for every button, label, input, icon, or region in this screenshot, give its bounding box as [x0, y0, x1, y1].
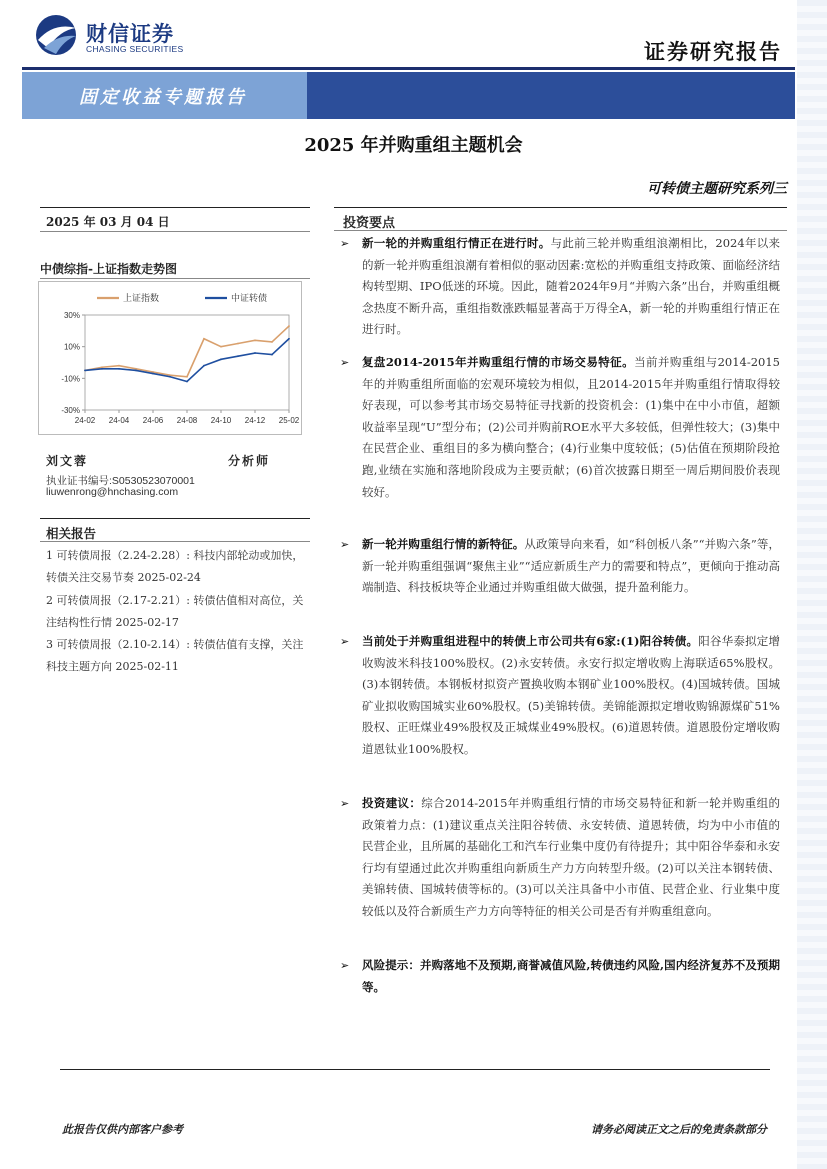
brand-logo: [34, 14, 194, 56]
plot-frame: [85, 315, 289, 410]
data-point: [203, 338, 205, 340]
footer-rule: [60, 1069, 770, 1070]
analyst-license: 执业证书编号:S0530523070001: [46, 475, 195, 487]
analyst-email[interactable]: liuwenrong@hnchasing.com: [46, 486, 179, 498]
arrow-bullet-icon: ➢: [340, 635, 350, 648]
y-tick-label: 10%: [63, 342, 80, 352]
series-name: 可转债主题研究系列三: [647, 181, 787, 197]
key-point-item: ➢ 当前处于并购重组进程中的转债上市公司共有6家:(1)阳谷转债。阳谷华泰拟定增收购波米科技100%股权。(2)永安转债。永安行拟定增收购上海联适65%股权。(3)本钢转债。本钢板材拟资产置换收购本钢矿业100%股权。(4)国城转债。国城矿业拟收购国城实业60%股权。(5)美锦转债。美锦能源拟定增收购锦源煤矿51%股权、正旺煤业49%股权及正城煤业49%股权。(6)道恩转债。道恩股份定增收购道恩钛业100%股权。: [340, 631, 780, 761]
brand-name-cn: 财信证券: [86, 22, 174, 46]
key-points-heading: 投资要点: [343, 216, 396, 231]
data-point: [288, 338, 290, 340]
key-point-item: ➢ 投资建议：综合2014-2015年并购重组行情的市场交易特征和新一轮并购重组的政策着力点：(1)建议重点关注阳谷转债、永安转债、道恩转债，均为中小市值的民营企业，且所属的基础化工和汽车行业集中度仍有待提升；其中阳谷华泰和永安行均有望通过此次并购重组向新质生产力方向转型升级。(2)可以关注本钢转债、美锦转债、国城转债等标的。(3)可以关注具备中小市值、民营企业、行业集中度较低以及符合新质生产力方向等特征的相关公司是否有并购重组意向。: [340, 793, 780, 923]
right-column-top-rule: [334, 207, 787, 208]
related-heading-rule: [40, 541, 310, 542]
data-point: [152, 371, 154, 373]
data-point: [203, 365, 205, 367]
report-title: 2025 年并购重组主题机会: [304, 135, 523, 156]
x-tick-label: 24-04: [108, 416, 130, 425]
related-item[interactable]: 3 可转债周报（2.10-2.14）: 转债估值有支撑，关注科技主题方向 2025-02-11: [46, 638, 304, 673]
x-tick-label: 24-12: [244, 416, 266, 425]
data-point: [237, 355, 239, 357]
data-point: [254, 339, 256, 341]
side-decoration: [797, 0, 827, 1169]
x-tick-label: 24-08: [176, 416, 198, 425]
key-point-item: ➢ 复盘2014-2015年并购重组行情的市场交易特征。当前并购重组与2014-2015年的并购重组所面临的宏观环境较为相似，且2014-2015年并购重组行情取得较好表现，可以参考其市场交易特征寻找新的投资机会：(1)集中在中小市值，超额收益率呈现“U”型分布；(2)公司并购前ROE水平大多较低，但弹性较大；(3)集中在民营企业、重组目的多为横向整合；(4)行业集中度较低；(5)估值在预期阶段抢跑,业绩在实施和落地阶段成为主要贡献；(6)首次披露日期至一周后期间股价表现较好。: [340, 352, 780, 503]
x-tick-label: 24-06: [142, 416, 164, 425]
footer-left: 此报告仅供内部客户参考: [62, 1123, 183, 1136]
trend-chart-svg: [39, 282, 301, 434]
data-point: [169, 374, 171, 376]
data-point: [237, 343, 239, 345]
data-point: [101, 368, 103, 370]
brand-name-en: CHASING SECURITIES: [86, 44, 184, 54]
data-point: [84, 370, 86, 372]
x-tick-label: 25-02: [278, 416, 300, 425]
y-tick-label: 30%: [63, 311, 80, 320]
data-point: [118, 368, 120, 370]
category-band: [22, 72, 795, 119]
data-point: [135, 368, 137, 370]
related-item[interactable]: 1 可转债周报（2.24-2.28）: 科技内部轮动或加快，转债关注交易节奏 2025-02-24: [46, 549, 304, 584]
arrow-bullet-icon: ➢: [340, 237, 350, 250]
related-item[interactable]: 2 可转债周报（2.17-2.21）: 转债估值相对高位，关注结构性行情 2025-02-17: [46, 594, 304, 629]
data-point: [271, 341, 273, 343]
chart-title-rule: [40, 278, 310, 279]
key-point-item: ➢ 风险提示：并购落地不及预期,商誉减值风险,转债违约风险,国内经济复苏不及预期等。: [340, 955, 780, 998]
report-type: 证券研究报告: [644, 39, 782, 64]
legend-label: 上证指数: [123, 293, 160, 303]
chart-title: 中债综指-上证指数走势图: [40, 262, 177, 276]
related-top-rule: [40, 518, 310, 519]
x-tick-label: 24-10: [210, 416, 232, 425]
legend-label: 中证转债: [231, 293, 268, 303]
data-point: [271, 354, 273, 356]
analyst-name: 刘文蓉: [46, 454, 89, 468]
data-point: [101, 366, 103, 368]
y-tick-label: -30%: [61, 406, 80, 415]
x-tick-label: 24-02: [74, 416, 96, 425]
left-column-top-rule: [40, 207, 310, 208]
data-point: [288, 325, 290, 327]
header-rule: [22, 67, 795, 70]
report-date: 2025 年 03 月 04 日: [46, 215, 170, 229]
data-point: [169, 376, 171, 378]
category-title: 固定收益专题报告: [79, 87, 247, 108]
data-point: [152, 373, 154, 375]
data-point: [220, 358, 222, 360]
data-point: [118, 365, 120, 367]
footer-right: 请务必阅读正文之后的免责条款部分: [591, 1123, 767, 1136]
arrow-bullet-icon: ➢: [340, 538, 350, 551]
data-point: [186, 381, 188, 383]
key-point-item: ➢ 新一轮并购重组行情的新特征。从政策导向来看，如“科创板八条”“并购六条”等，新一轮并购重组强调“聚焦主业”“适应新质生产力的需要和特点”，更倾向于推动高端制造、科技板块等企业通过并购重组做大做强，提升盈利能力。: [340, 534, 780, 599]
kp-heading-rule: [334, 230, 787, 231]
data-point: [220, 346, 222, 348]
trend-chart: [38, 281, 302, 435]
y-tick-label: -10%: [61, 374, 80, 384]
analyst-role: 分析师: [228, 454, 271, 468]
arrow-bullet-icon: ➢: [340, 959, 350, 972]
arrow-bullet-icon: ➢: [340, 797, 350, 810]
key-point-item: ➢ 新一轮的并购重组行情正在进行时。与此前三轮并购重组浪潮相比，2024年以来的新一轮并购重组浪潮有着相似的驱动因素:宽松的并购重组支持政策、面临经济结构转型期、IPO低迷的环境。因此，随着2024年9月“并购六条”出台，并购重组概念热度不断升高，重组指数涨跌幅显著高于万得全A，新一轮的并购重组行情正在进行时。: [340, 233, 780, 341]
arrow-bullet-icon: ➢: [340, 356, 350, 369]
logo-mark-icon: [34, 14, 80, 56]
date-rule: [40, 231, 310, 232]
related-heading: 相关报告: [46, 526, 97, 541]
data-point: [254, 352, 256, 354]
data-point: [135, 370, 137, 372]
data-point: [186, 376, 188, 378]
